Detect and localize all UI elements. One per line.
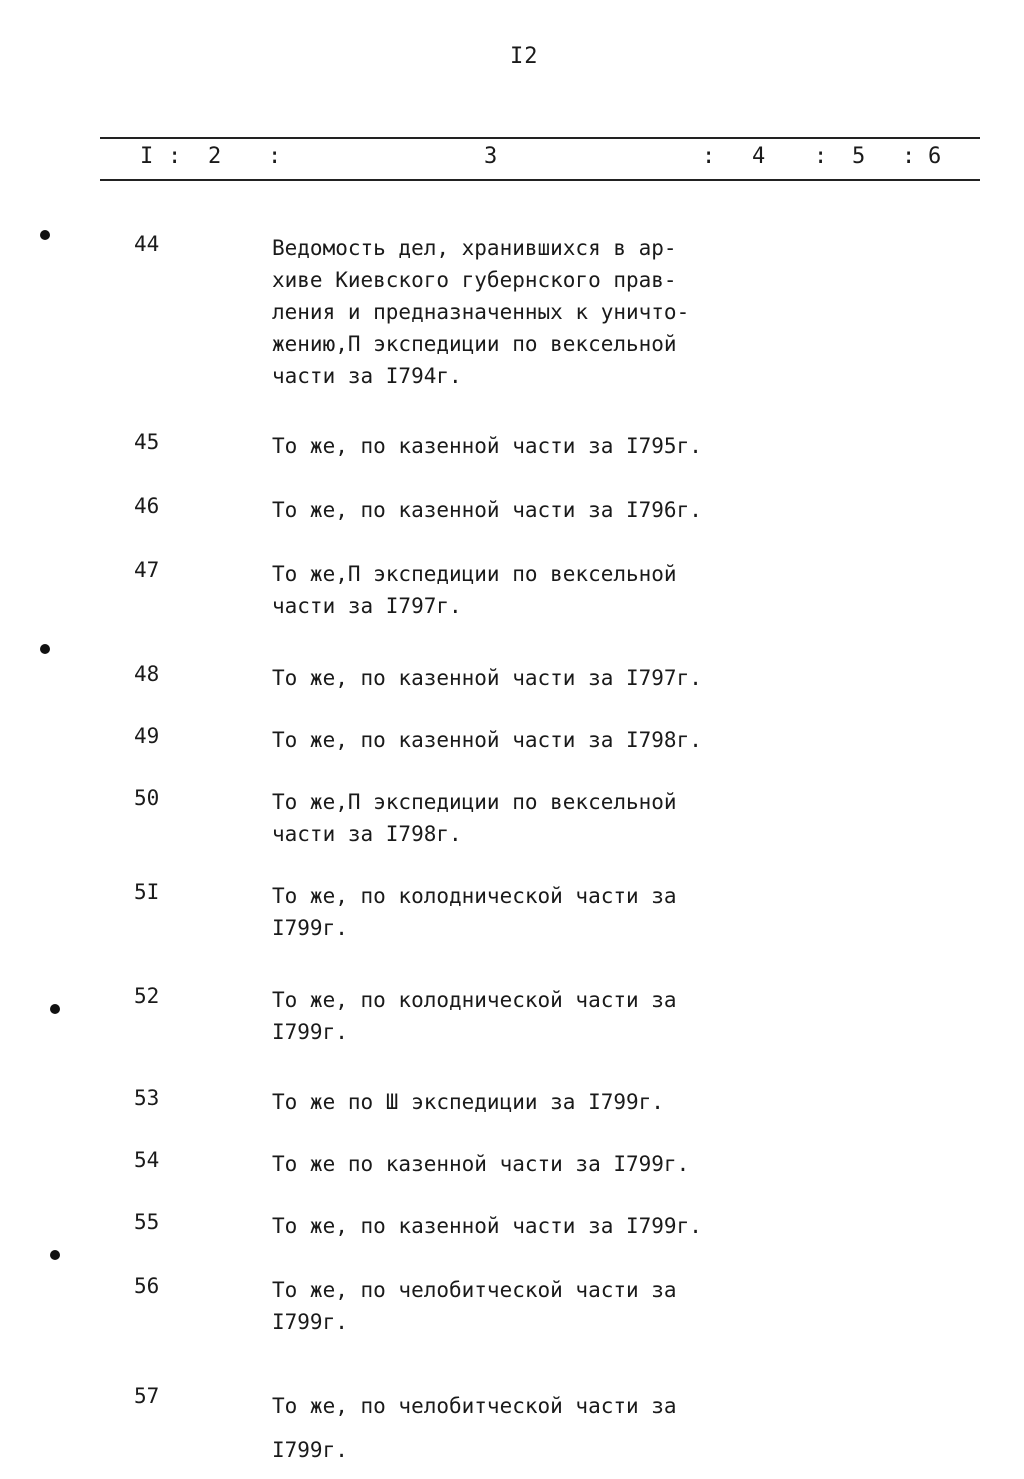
header-rule-top <box>100 137 980 139</box>
row-number: 55 <box>134 1210 160 1234</box>
row-description: То же, по казенной части за I797г. <box>272 666 702 690</box>
binding-hole-mark <box>50 1004 60 1014</box>
row-description: То же по Ш экспедиции за I799г. <box>272 1090 664 1114</box>
header-separator: : <box>814 144 828 169</box>
binding-hole-mark <box>40 230 50 240</box>
row-description: То же, по челобитческой части за I799г. <box>272 1394 677 1462</box>
row-description: То же, по казенной части за I799г. <box>272 1214 702 1238</box>
header-col-3: 3 <box>484 144 498 169</box>
row-number: 46 <box>134 494 160 518</box>
row-number: 57 <box>134 1384 160 1408</box>
row-number: 49 <box>134 724 160 748</box>
row-description: То же, по челобитческой части за I799г. <box>272 1278 677 1334</box>
row-description: Ведомость дел, хранившихся в ар- хиве Киевского губернского прав- ления и предназначенных к уничто- жению,П экспедиции по вексельной части за I794г. <box>272 236 690 388</box>
row-number: 45 <box>134 430 160 454</box>
row-description: То же,П экспедиции по вексельной части за I797г. <box>272 562 677 618</box>
header-separator: : <box>268 144 282 169</box>
row-description: То же, по колоднической части за I799г. <box>272 988 677 1044</box>
header-separator: : <box>902 144 916 169</box>
row-description: То же, по казенной части за I796г. <box>272 498 702 522</box>
header-col-6: 6 <box>928 144 942 169</box>
row-number: 53 <box>134 1086 160 1110</box>
page-number: I2 <box>510 44 539 69</box>
row-number: 56 <box>134 1274 160 1298</box>
row-number: 50 <box>134 786 160 810</box>
header-col-5: 5 <box>852 144 866 169</box>
row-number: 48 <box>134 662 160 686</box>
header-col-4: 4 <box>752 144 766 169</box>
row-number: 52 <box>134 984 160 1008</box>
row-number: 5I <box>134 880 160 904</box>
row-number: 47 <box>134 558 160 582</box>
header-col-1: I <box>140 144 154 169</box>
row-number: 54 <box>134 1148 160 1172</box>
header-separator: : <box>702 144 716 169</box>
row-number: 44 <box>134 232 160 256</box>
row-description: То же, по казенной части за I795г. <box>272 434 702 458</box>
row-description: То же,П экспедиции по вексельной части за I798г. <box>272 790 677 846</box>
binding-hole-mark <box>40 644 50 654</box>
header-col-2: 2 <box>208 144 222 169</box>
row-description: То же, по казенной части за I798г. <box>272 728 702 752</box>
header-separator: : <box>168 144 182 169</box>
binding-hole-mark <box>50 1250 60 1260</box>
header-rule-bottom <box>100 179 980 181</box>
row-description: То же по казенной части за I799г. <box>272 1152 690 1176</box>
row-description: То же, по колоднической части за I799г. <box>272 884 677 940</box>
